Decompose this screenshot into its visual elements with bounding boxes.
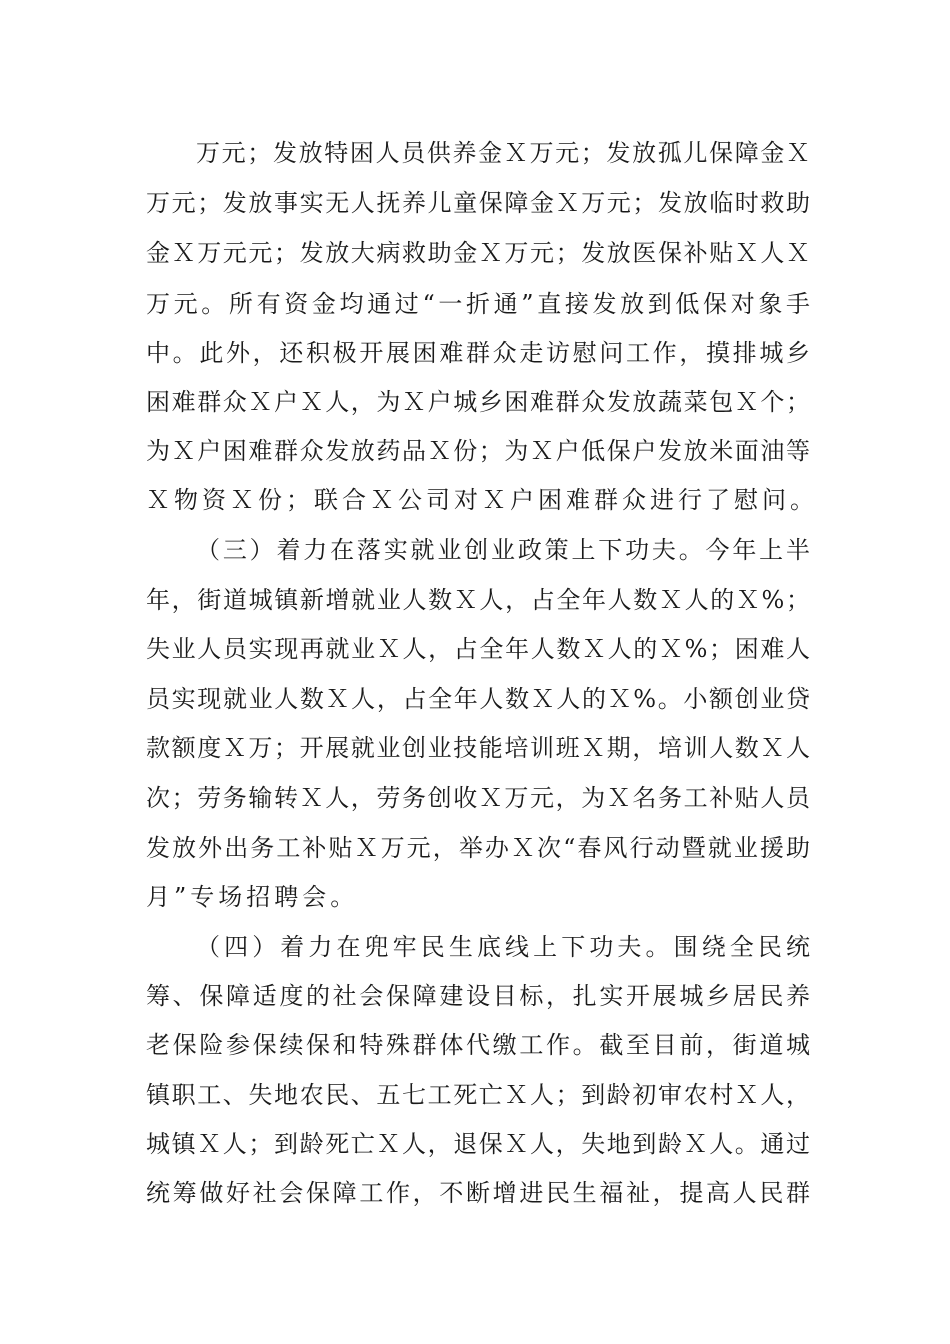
text-line [0,333,950,373]
text-line [0,284,950,324]
line-text: 年，街道城镇新增就业人数Ｘ人，占全年人数Ｘ人的Ｘ%； [146,586,812,614]
text-line [0,679,950,719]
line-text: Ｘ物资Ｘ份；联合Ｘ公司对Ｘ户困难群众进行了慰问。 [146,486,818,514]
text-line [0,382,950,422]
line-text: 款额度Ｘ万；开展就业创业技能培训班Ｘ期，培训人数Ｘ人 [146,734,812,762]
text-line [0,133,950,173]
line-text: 为Ｘ户困难群众发放药品Ｘ份；为Ｘ户低保户发放米面油等 [146,437,812,465]
text-line [0,629,950,669]
line-text: （三）着力在落实就业创业政策上下功夫。今年上半 [196,536,813,564]
line-text: 月”专场招聘会。 [146,883,359,911]
line-text: 万元。所有资金均通过“一折通”直接发放到低保对象手 [146,290,814,318]
text-line [0,580,950,620]
text-line [0,530,950,570]
text-line [0,480,950,520]
line-text: （四）着力在兜牢民生底线上下功夫。围绕全民统 [196,933,815,961]
text-line [0,431,950,471]
text-line [0,1124,950,1164]
text-line [0,927,950,967]
text-line [0,1173,950,1213]
text-line [0,728,950,768]
text-line [0,778,950,818]
text-line [0,183,950,223]
line-text: 员实现就业人数Ｘ人，占全年人数Ｘ人的Ｘ%。小额创业贷 [146,685,812,713]
text-line [0,233,950,273]
line-text: 万元；发放事实无人抚养儿童保障金Ｘ万元；发放临时救助 [146,189,812,217]
line-text: 金Ｘ万元元；发放大病救助金Ｘ万元；发放医保补贴Ｘ人Ｘ [146,239,812,267]
text-line [0,877,950,917]
text-line [0,1025,950,1065]
text-line [0,828,950,868]
line-text: 失业人员实现再就业Ｘ人，占全年人数Ｘ人的Ｘ%；困难人 [146,635,812,663]
line-text: 镇职工、失地农民、五七工死亡Ｘ人；到龄初审农村Ｘ人， [146,1081,812,1109]
line-text: 万元；发放特困人员供养金Ｘ万元；发放孤儿保障金Ｘ [196,139,812,167]
text-line [0,1075,950,1115]
line-text: 中。此外，还积极开展困难群众走访慰问工作，摸排城乡 [146,339,813,367]
text-line [0,976,950,1016]
line-text: 老保险参保续保和特殊群体代缴工作。截至目前，街道城 [146,1031,813,1059]
line-text: 筹、保障适度的社会保障建设目标，扎实开展城乡居民养 [146,982,813,1010]
line-text: 次；劳务输转Ｘ人，劳务创收Ｘ万元，为Ｘ名务工补贴人员 [146,784,812,812]
line-text: 困难群众Ｘ户Ｘ人，为Ｘ户城乡困难群众发放蔬菜包Ｘ个； [146,388,812,416]
line-text: 统筹做好社会保障工作，不断增进民生福祉，提高人民群 [146,1179,813,1207]
line-text: 发放外出务工补贴Ｘ万元，举办Ｘ次“春风行动暨就业援助 [146,834,813,862]
line-text: 城镇Ｘ人；到龄死亡Ｘ人，退保Ｘ人，失地到龄Ｘ人。通过 [146,1130,812,1158]
